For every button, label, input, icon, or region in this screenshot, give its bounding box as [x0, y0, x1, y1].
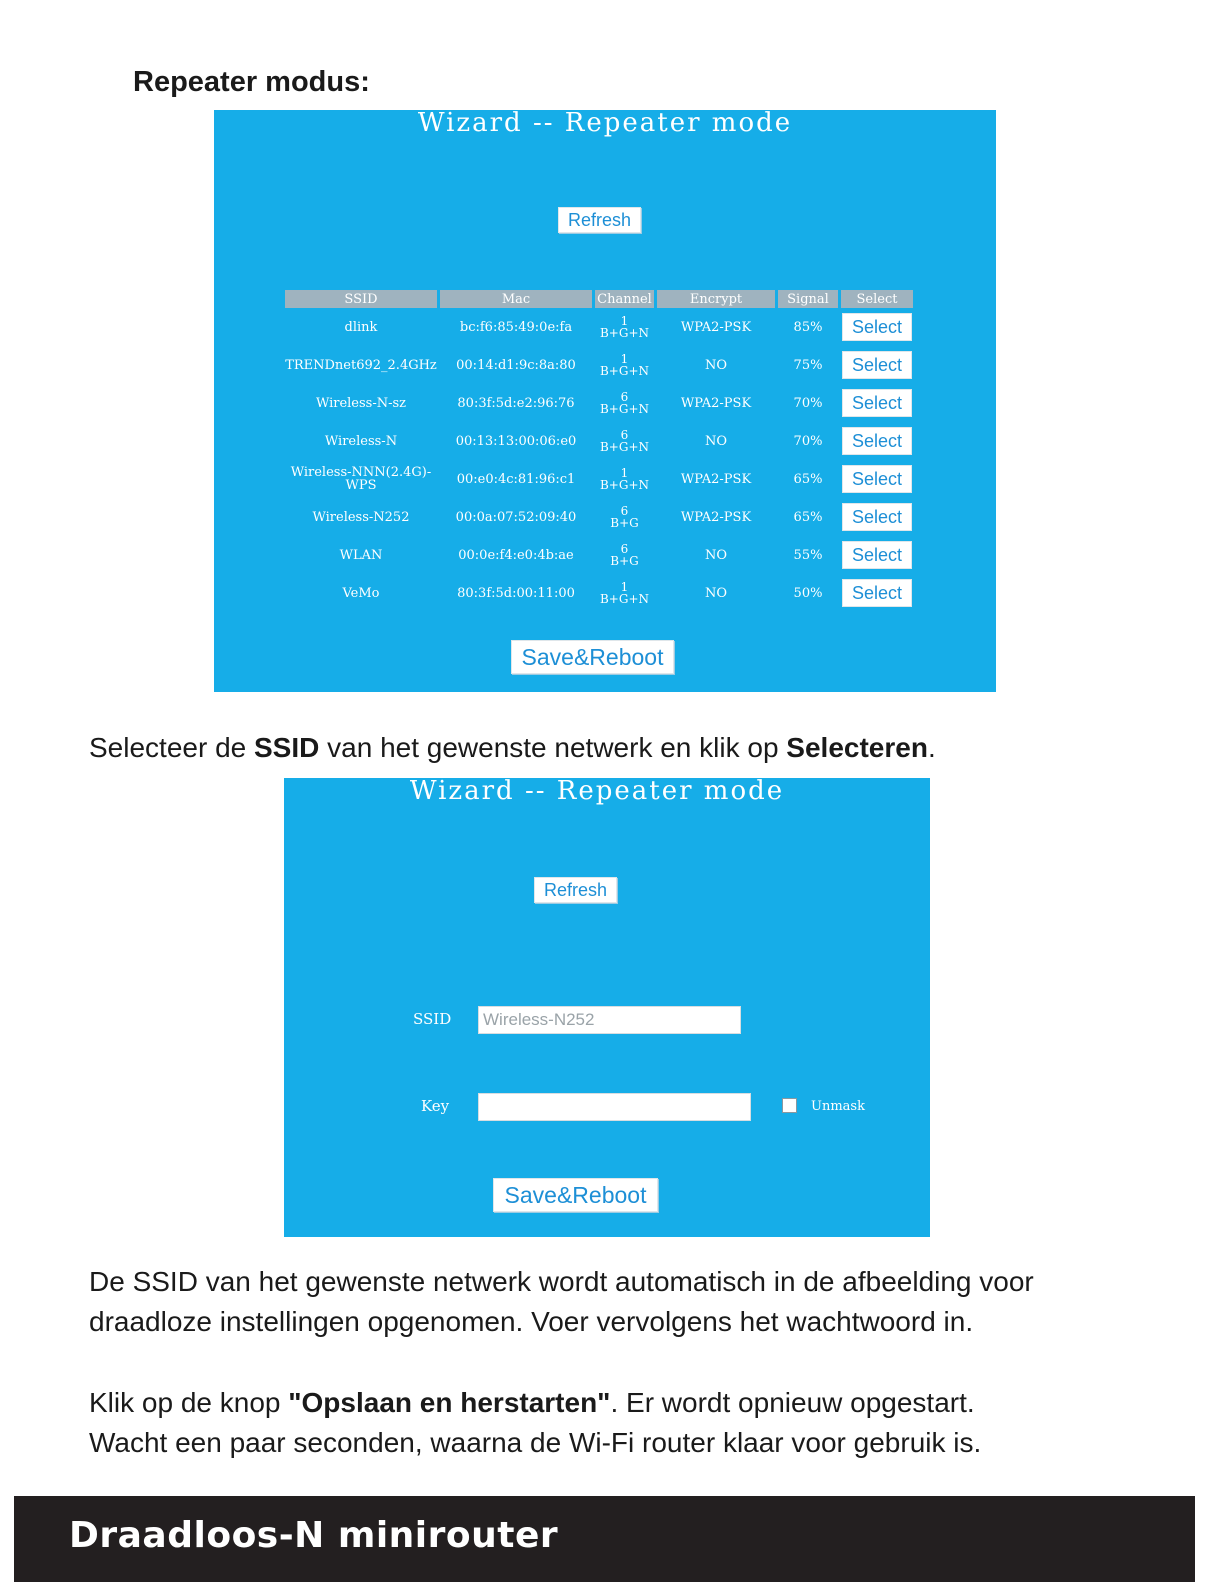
instruction-text: . Er wordt opnieuw opgestart. [610, 1387, 975, 1418]
col-select: Select [841, 290, 913, 308]
footer-bar [14, 1496, 1195, 1582]
cell-select [841, 498, 913, 536]
cell-ssid: Wireless-N-sz [315, 395, 407, 411]
footer-title: Draadloos-N minirouter [69, 1515, 559, 1556]
panel-title: Wizard -- Repeater mode [409, 776, 785, 806]
key-field[interactable] [478, 1093, 751, 1121]
network-row [285, 460, 913, 498]
cell-signal: 50% [793, 585, 823, 601]
instruction-bold-ssid: SSID [254, 732, 320, 763]
channel-mode: B+G+N [599, 402, 649, 416]
channel-number: 1 [620, 580, 629, 594]
channel-mode: B+G+N [599, 326, 649, 340]
cell-ssid: TRENDnet692_2.4GHz [285, 357, 437, 373]
save-reboot-button[interactable]: Save&Reboot [493, 1178, 658, 1212]
network-row [285, 308, 913, 346]
cell-encrypt: NO [704, 585, 728, 601]
cell-encrypt: WPA2-PSK [680, 509, 752, 525]
network-row [285, 536, 913, 574]
network-row [285, 384, 913, 422]
panel-title: Wizard -- Repeater mode [417, 108, 793, 138]
unmask-checkbox[interactable] [782, 1098, 797, 1113]
cell-mac: 80:3f:5d:00:11:00 [457, 585, 575, 601]
cell-signal: 55% [793, 547, 823, 563]
cell-channel [595, 498, 654, 536]
cell-mac: 00:13:13:00:06:e0 [455, 433, 577, 449]
network-row [285, 422, 913, 460]
instruction-autofill [89, 1262, 1034, 1342]
cell-mac: 00:0a:07:52:09:40 [455, 509, 577, 525]
cell-signal: 65% [793, 471, 823, 487]
select-button[interactable]: Select [842, 313, 912, 341]
cell-channel [595, 536, 654, 574]
instruction-line: Wacht een paar seconden, waarna de Wi-Fi router klaar voor gebruik is. [89, 1427, 982, 1458]
cell-select [841, 536, 913, 574]
cell-channel [595, 422, 654, 460]
cell-mac: 00:14:d1:9c:8a:80 [456, 357, 576, 373]
instruction-bold-save: "Opslaan en herstarten" [288, 1387, 611, 1418]
cell-select [841, 384, 913, 422]
channel-number: 6 [620, 390, 629, 404]
channel-mode: B+G [610, 516, 639, 530]
network-row [285, 498, 913, 536]
cell-encrypt: WPA2-PSK [680, 319, 752, 335]
select-button[interactable]: Select [842, 427, 912, 455]
cell-ssid: Wireless-N [324, 433, 398, 449]
channel-number: 1 [620, 466, 629, 480]
select-button[interactable]: Select [842, 389, 912, 417]
unmask-label: Unmask [811, 1099, 865, 1114]
channel-mode: B+G+N [599, 364, 649, 378]
cell-signal: 70% [793, 395, 823, 411]
cell-encrypt: NO [704, 547, 728, 563]
cell-channel [595, 308, 654, 346]
channel-number: 6 [620, 542, 629, 556]
cell-signal: 75% [793, 357, 823, 373]
cell-signal: 65% [793, 509, 823, 525]
cell-ssid: VeMo [342, 585, 380, 601]
cell-signal: 70% [793, 433, 823, 449]
cell-encrypt: WPA2-PSK [680, 395, 752, 411]
col-signal: Signal [778, 290, 838, 308]
select-button[interactable]: Select [842, 351, 912, 379]
instruction-save [89, 1383, 981, 1463]
channel-number: 6 [620, 428, 629, 442]
select-button[interactable]: Select [842, 541, 912, 569]
channel-mode: B+G+N [599, 592, 649, 606]
channel-mode: B+G+N [599, 440, 649, 454]
col-mac: Mac [440, 290, 592, 308]
instruction-line: De SSID van het gewenste netwerk wordt automatisch in de afbeelding voor [89, 1266, 1034, 1297]
cell-channel [595, 346, 654, 384]
section-heading: Repeater modus: [133, 66, 370, 98]
cell-ssid: Wireless-NNN(2.4G)-WPS [290, 465, 432, 493]
cell-signal: 85% [793, 319, 823, 335]
channel-number: 1 [620, 314, 629, 328]
select-button[interactable]: Select [842, 503, 912, 531]
cell-mac: bc:f6:85:49:0e:fa [459, 319, 573, 335]
cell-select [841, 574, 913, 612]
cell-select [841, 460, 913, 498]
col-ssid: SSID [285, 290, 437, 308]
cell-encrypt: WPA2-PSK [680, 471, 752, 487]
network-row [285, 346, 913, 384]
cell-select [841, 422, 913, 460]
cell-ssid: WLAN [339, 547, 383, 563]
ssid-label: SSID [413, 1010, 452, 1028]
instruction-bold-select: Selecteren [786, 732, 928, 763]
cell-mac: 80:3f:5d:e2:96:76 [457, 395, 575, 411]
col-channel: Channel [595, 290, 654, 308]
network-row [285, 574, 913, 612]
instruction-line: draadloze instellingen opgenomen. Voer vervolgens het wachtwoord in. [89, 1306, 974, 1337]
channel-number: 1 [620, 352, 629, 366]
key-label: Key [421, 1097, 450, 1115]
select-button[interactable]: Select [842, 579, 912, 607]
cell-encrypt: NO [704, 433, 728, 449]
cell-channel [595, 460, 654, 498]
col-encrypt: Encrypt [657, 290, 775, 308]
channel-mode: B+G [610, 554, 639, 568]
instruction-text: Selecteer de [89, 732, 254, 763]
save-reboot-button[interactable]: Save&Reboot [511, 640, 674, 674]
ssid-field[interactable]: Wireless-N252 [478, 1006, 741, 1034]
cell-mac: 00:e0:4c:81:96:c1 [456, 471, 576, 487]
cell-select [841, 308, 913, 346]
cell-ssid: dlink [344, 319, 378, 335]
repeater-config-panel [284, 778, 930, 1237]
channel-mode: B+G+N [599, 478, 649, 492]
instruction-text: van het gewenste netwerk en klik op [319, 732, 787, 763]
channel-number: 6 [620, 504, 629, 518]
repeater-scan-panel [214, 110, 996, 692]
cell-channel [595, 574, 654, 612]
network-table [282, 290, 916, 612]
cell-encrypt: NO [704, 357, 728, 373]
cell-select [841, 346, 913, 384]
refresh-button[interactable]: Refresh [534, 877, 617, 903]
select-button[interactable]: Select [842, 465, 912, 493]
cell-ssid: Wireless-N252 [312, 509, 410, 525]
cell-mac: 00:0e:f4:e0:4b:ae [458, 547, 574, 563]
instruction-text: . [927, 732, 936, 763]
instruction-select [89, 728, 936, 768]
cell-channel [595, 384, 654, 422]
refresh-button[interactable]: Refresh [558, 207, 641, 233]
instruction-text: Klik op de knop [89, 1387, 289, 1418]
